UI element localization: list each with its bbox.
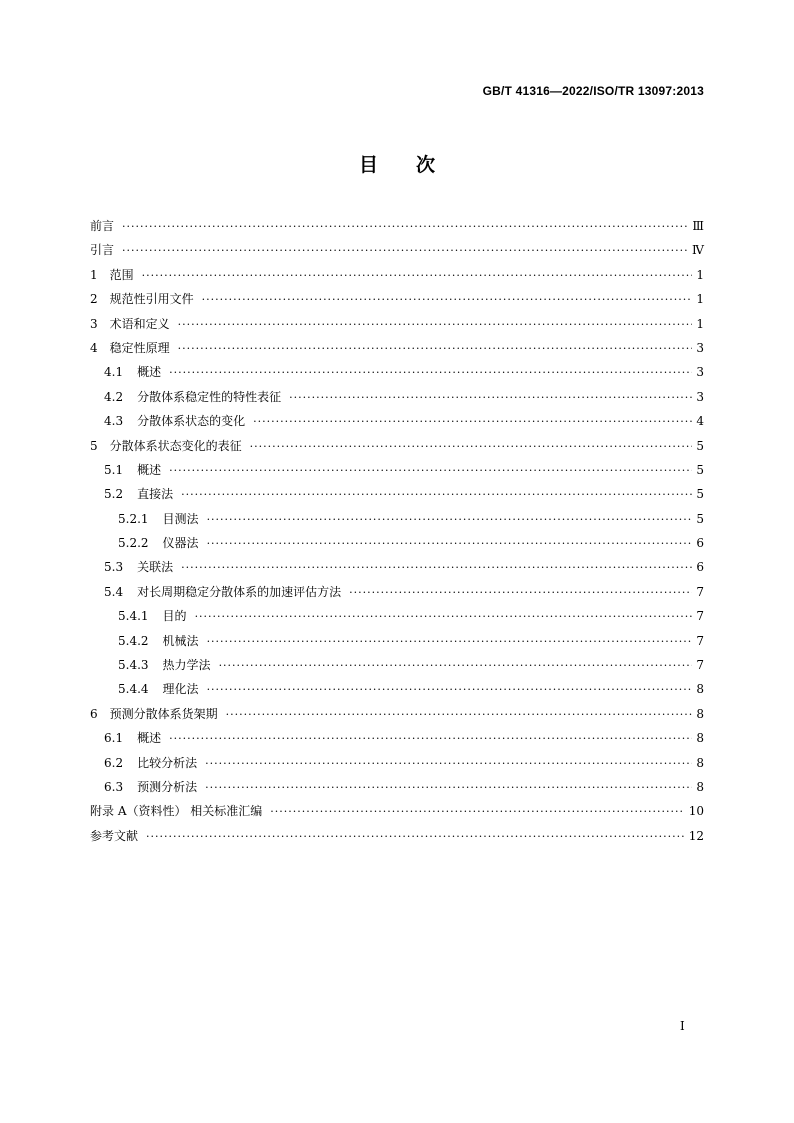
toc-entry-number: 6.2 xyxy=(104,755,124,770)
toc-entry-label: 目测法 xyxy=(162,511,199,526)
dot-leader xyxy=(178,337,692,361)
toc-entry[interactable] xyxy=(90,726,704,750)
toc-entry-page: 7 xyxy=(696,658,704,673)
toc-entry-page: 10 xyxy=(688,804,704,819)
toc-entry[interactable] xyxy=(90,799,704,823)
toc-entry-label: 直接法 xyxy=(137,487,174,502)
toc-entry-label: 比较分析法 xyxy=(137,755,198,770)
toc-entry-label: 概述 xyxy=(137,462,162,477)
toc-entry-label: 分散体系状态的变化 xyxy=(137,414,246,429)
toc-entry-label: 引言 xyxy=(90,243,115,258)
toc-entry-page: 1 xyxy=(696,316,704,331)
toc-entry-page: 5 xyxy=(696,462,704,477)
toc-entry-number: 5.2.2 xyxy=(118,536,149,551)
toc-entry-label: 参考文献 xyxy=(90,828,139,843)
toc-entry[interactable] xyxy=(90,409,704,433)
dot-leader xyxy=(122,239,688,263)
dot-leader xyxy=(226,703,692,727)
toc-entry-page: Ⅲ xyxy=(692,219,704,233)
toc-entry[interactable] xyxy=(90,555,704,579)
toc-entry-number: 4 xyxy=(90,340,98,355)
dot-leader xyxy=(169,727,692,751)
toc-entry-label: 稳定性原理 xyxy=(109,340,170,355)
toc-entry-number: 5.4.3 xyxy=(118,658,149,673)
toc-entry-page: 8 xyxy=(696,682,704,697)
toc-entry-page: 8 xyxy=(696,755,704,770)
toc-entry-page: 3 xyxy=(696,340,704,355)
page-number: I xyxy=(680,1019,685,1033)
toc-entry-page: 4 xyxy=(696,414,704,429)
toc-entry-page: Ⅳ xyxy=(692,243,704,258)
toc-entry-label: 关联法 xyxy=(137,560,174,575)
toc-entry[interactable] xyxy=(90,824,704,848)
dot-leader xyxy=(142,264,692,288)
dot-leader xyxy=(202,288,692,312)
dot-leader xyxy=(253,410,692,434)
toc-entry-page: 5 xyxy=(696,438,704,453)
toc-entry-label: 概述 xyxy=(137,731,162,746)
toc-entry-number: 5.2.1 xyxy=(118,511,149,526)
toc-entry-number: 6 xyxy=(90,706,98,721)
toc-entry-label: 预测分散体系货架期 xyxy=(109,706,218,721)
toc-entry-number: 4.3 xyxy=(104,414,124,429)
dot-leader xyxy=(207,532,692,556)
toc-entry-number: 5.4 xyxy=(104,584,124,599)
toc-entry[interactable] xyxy=(90,629,704,653)
toc-entry-page: 6 xyxy=(696,536,704,551)
toc-entry-label: 预测分析法 xyxy=(137,779,198,794)
toc-entry-label: 范围 xyxy=(109,267,134,282)
toc-entry-page: 3 xyxy=(696,365,704,380)
toc-entry-label: 热力学法 xyxy=(162,658,211,673)
dot-leader xyxy=(219,654,692,678)
toc-entry-label: 附录 A（资料性） 相关标准汇编 xyxy=(90,804,263,819)
toc-entry[interactable] xyxy=(90,702,704,726)
toc-entry[interactable] xyxy=(90,775,704,799)
dot-leader xyxy=(207,508,692,532)
toc-entry-label: 前言 xyxy=(90,219,115,233)
toc-entry-label: 机械法 xyxy=(162,633,199,648)
toc-entry-page: 7 xyxy=(696,584,704,599)
toc-entry-number: 5.4.2 xyxy=(118,633,149,648)
toc-entry-page: 7 xyxy=(696,633,704,648)
dot-leader xyxy=(178,313,692,337)
toc-entry-page: 8 xyxy=(696,731,704,746)
toc-entry[interactable] xyxy=(90,238,704,262)
toc-entry[interactable] xyxy=(90,458,704,482)
dot-leader xyxy=(349,581,692,605)
toc-entry-page: 1 xyxy=(696,267,704,282)
toc-entry-number: 5.1 xyxy=(104,462,124,477)
toc-entry[interactable] xyxy=(90,677,704,701)
toc-entry-page: 6 xyxy=(696,560,704,575)
toc-entry-number: 6.1 xyxy=(104,731,124,746)
toc-entry-label: 分散体系稳定性的特性表征 xyxy=(137,389,282,404)
dot-leader xyxy=(270,800,684,824)
dot-leader xyxy=(289,386,692,410)
dot-leader xyxy=(181,483,692,507)
dot-leader xyxy=(146,825,685,849)
toc-entry[interactable] xyxy=(90,751,704,775)
toc-entry-label: 仪器法 xyxy=(162,536,199,551)
dot-leader xyxy=(205,752,692,776)
toc-entry[interactable] xyxy=(90,507,704,531)
standard-code-header: GB/T 41316—2022/ISO/TR 13097:2013 xyxy=(482,84,704,98)
dot-leader xyxy=(181,556,692,580)
toc-entry[interactable] xyxy=(90,434,704,458)
toc-entry-page: 1 xyxy=(696,292,704,307)
toc-entry-page: 8 xyxy=(696,779,704,794)
toc-entry-number: 5 xyxy=(90,438,98,453)
toc-entry-label: 规范性引用文件 xyxy=(109,292,194,307)
dot-leader xyxy=(169,361,692,385)
page-title: 目次 xyxy=(358,154,473,176)
toc-entry[interactable] xyxy=(90,214,704,238)
toc-entry-number: 6.3 xyxy=(104,779,124,794)
dot-leader xyxy=(250,435,692,459)
toc-entry-label: 术语和定义 xyxy=(109,316,170,331)
toc-entry[interactable] xyxy=(90,653,704,677)
toc-entry-number: 5.2 xyxy=(104,487,124,502)
toc-entry-page: 3 xyxy=(696,389,704,404)
toc-entry-label: 目的 xyxy=(162,609,187,624)
dot-leader xyxy=(205,776,692,800)
toc-entry-number: 5.3 xyxy=(104,560,124,575)
table-of-contents xyxy=(90,214,704,848)
toc-entry-page: 5 xyxy=(696,487,704,502)
toc-entry[interactable] xyxy=(90,336,704,360)
toc-entry[interactable] xyxy=(90,580,704,604)
toc-entry[interactable] xyxy=(90,360,704,384)
toc-entry[interactable] xyxy=(90,604,704,628)
toc-entry-number: 5.4.4 xyxy=(118,682,149,697)
toc-entry[interactable] xyxy=(90,287,704,311)
toc-entry[interactable] xyxy=(90,312,704,336)
toc-entry-label: 对长周期稳定分散体系的加速评估方法 xyxy=(137,584,342,599)
toc-entry-label: 概述 xyxy=(137,365,162,380)
dot-leader xyxy=(195,605,692,629)
toc-entry[interactable] xyxy=(90,263,704,287)
dot-leader xyxy=(207,630,692,654)
toc-entry-number: 4.1 xyxy=(104,365,124,380)
toc-entry-label: 分散体系状态变化的表征 xyxy=(109,438,242,453)
toc-entry-page: 7 xyxy=(696,609,704,624)
dot-leader xyxy=(169,459,692,483)
toc-entry-page: 5 xyxy=(696,511,704,526)
toc-entry[interactable] xyxy=(90,482,704,506)
toc-entry-number: 3 xyxy=(90,316,98,331)
toc-entry-page: 8 xyxy=(696,706,704,721)
toc-entry-number: 5.4.1 xyxy=(118,609,149,624)
toc-entry-label: 理化法 xyxy=(162,682,199,697)
dot-leader xyxy=(207,678,692,702)
toc-entry-page: 12 xyxy=(688,828,704,843)
toc-entry-number: 4.2 xyxy=(104,389,124,404)
toc-entry-number: 1 xyxy=(90,267,98,282)
toc-entry-number: 2 xyxy=(90,292,98,307)
toc-entry[interactable] xyxy=(90,531,704,555)
toc-entry[interactable] xyxy=(90,385,704,409)
dot-leader xyxy=(122,215,688,239)
